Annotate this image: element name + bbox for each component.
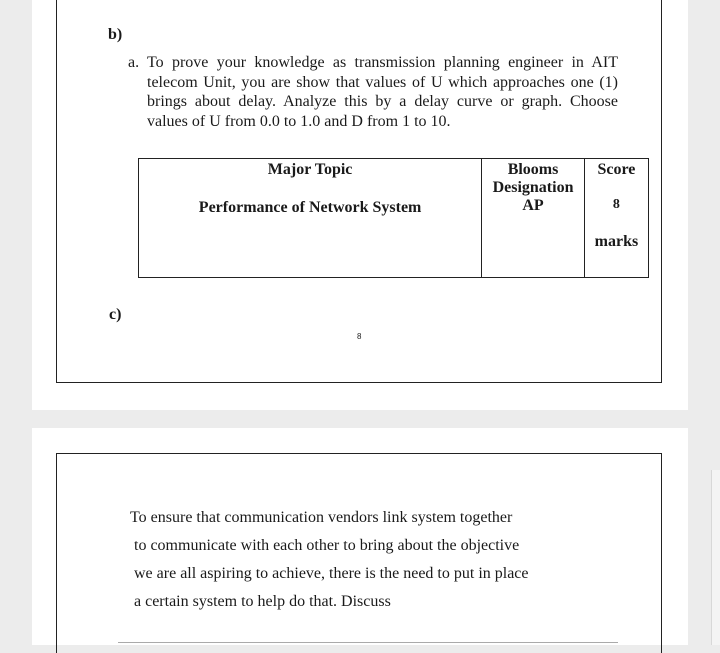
discussion-line: to communicate with each other to bring about the objective xyxy=(134,537,520,554)
question-text: To prove your knowledge as transmission planning engineer in AIT telecom Unit, you are show that values of U which approaches one (1) brings about delay. Analyze this by a delay curve or graph. Choose values of U from 0.0 to 1.0 and D from 1 to 10. xyxy=(147,54,618,130)
section-b-label: b) xyxy=(108,26,123,43)
divider-line xyxy=(118,642,618,643)
score-unit: marks xyxy=(594,233,639,250)
score-value: 8 xyxy=(612,197,620,212)
blooms-header-line2: Designation xyxy=(492,179,574,196)
question-a xyxy=(128,53,618,131)
rubric-table xyxy=(138,158,649,278)
major-topic-header: Major Topic xyxy=(267,161,353,178)
discussion-line: To ensure that communication vendors link system together xyxy=(130,509,513,526)
discussion-line: we are all aspiring to achieve, there is the need to put in place xyxy=(134,565,529,582)
score-cell xyxy=(584,159,648,278)
discussion-line: a certain system to help do that. Discuss xyxy=(134,593,391,610)
blooms-cell xyxy=(482,159,585,278)
blooms-value: AP xyxy=(522,197,544,214)
major-topic-cell xyxy=(139,159,482,278)
blooms-header-line1: Blooms xyxy=(507,161,559,178)
document-page-1 xyxy=(32,0,688,410)
section-c-label: c) xyxy=(109,306,122,323)
major-topic-value: Performance of Network System xyxy=(198,199,422,216)
question-number: a. xyxy=(128,54,140,71)
page-number: 8 xyxy=(357,332,362,341)
right-edge-panel xyxy=(711,470,720,645)
document-page-2 xyxy=(32,428,688,645)
score-header: Score xyxy=(597,161,636,178)
discussion-question xyxy=(130,504,600,616)
